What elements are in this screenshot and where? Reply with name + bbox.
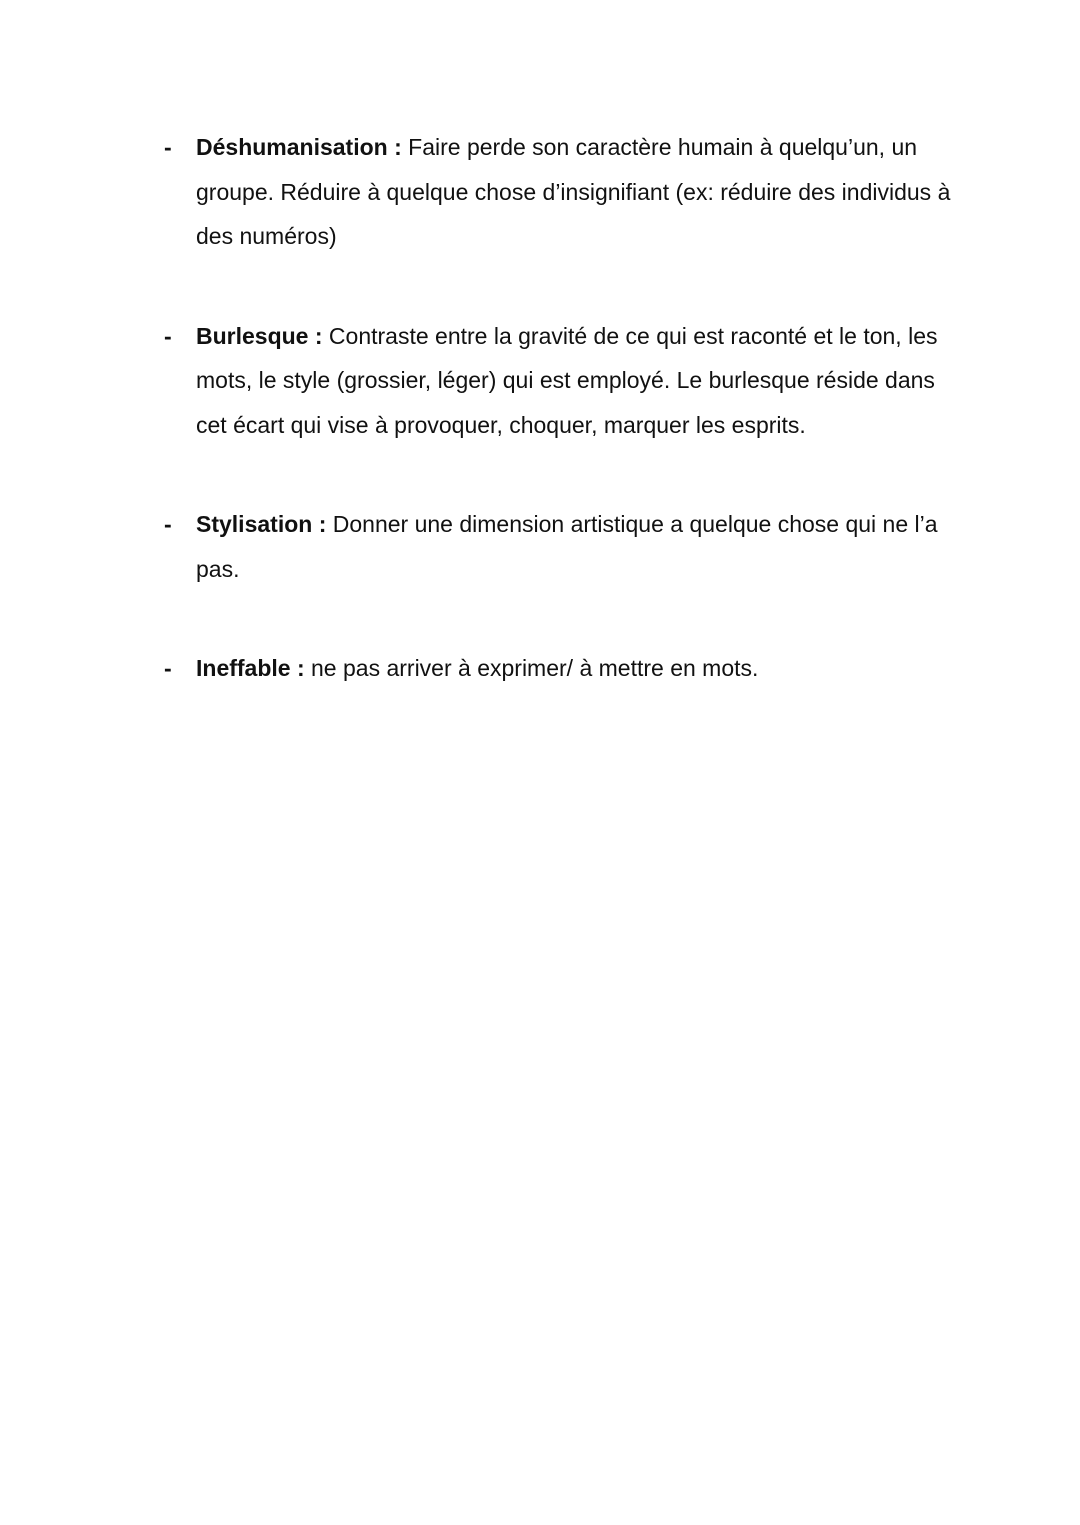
definition-item-burlesque (160, 314, 960, 448)
definition-body: Faire perde son caractère humain à quelqu’un, un groupe. Réduire à quelque chose d’insignifiant (ex: réduire des individus à des numéros) (196, 134, 951, 249)
definition-text (196, 125, 960, 259)
definition-item-stylisation (160, 502, 960, 591)
definition-list (160, 125, 960, 746)
definition-item-deshumanisation (160, 125, 960, 259)
definition-body: Contraste entre la gravité de ce qui est raconté et le ton, les mots, le style (grossier, léger) qui est employé. Le burlesque réside dans cet écart qui vise à provoquer, choquer, marquer les esprits. (196, 322, 938, 438)
bullet-dash: - (164, 134, 172, 160)
definition-body: Donner une dimension artistique a quelque chose qui ne l’a pas. (196, 511, 938, 582)
bullet-dash: - (164, 322, 172, 349)
definition-text (196, 314, 960, 448)
definition-term: Ineffable : (196, 655, 305, 681)
definition-term: Déshumanisation : (196, 134, 402, 160)
definition-item-ineffable (160, 646, 960, 691)
definition-term: Stylisation : (196, 511, 327, 537)
definition-term: Burlesque : (196, 322, 323, 349)
definition-text (196, 502, 960, 591)
bullet-dash: - (164, 511, 172, 537)
definition-body: ne pas arriver à exprimer/ à mettre en mots. (304, 655, 759, 681)
definition-text (196, 646, 960, 691)
bullet-dash: - (164, 655, 172, 681)
